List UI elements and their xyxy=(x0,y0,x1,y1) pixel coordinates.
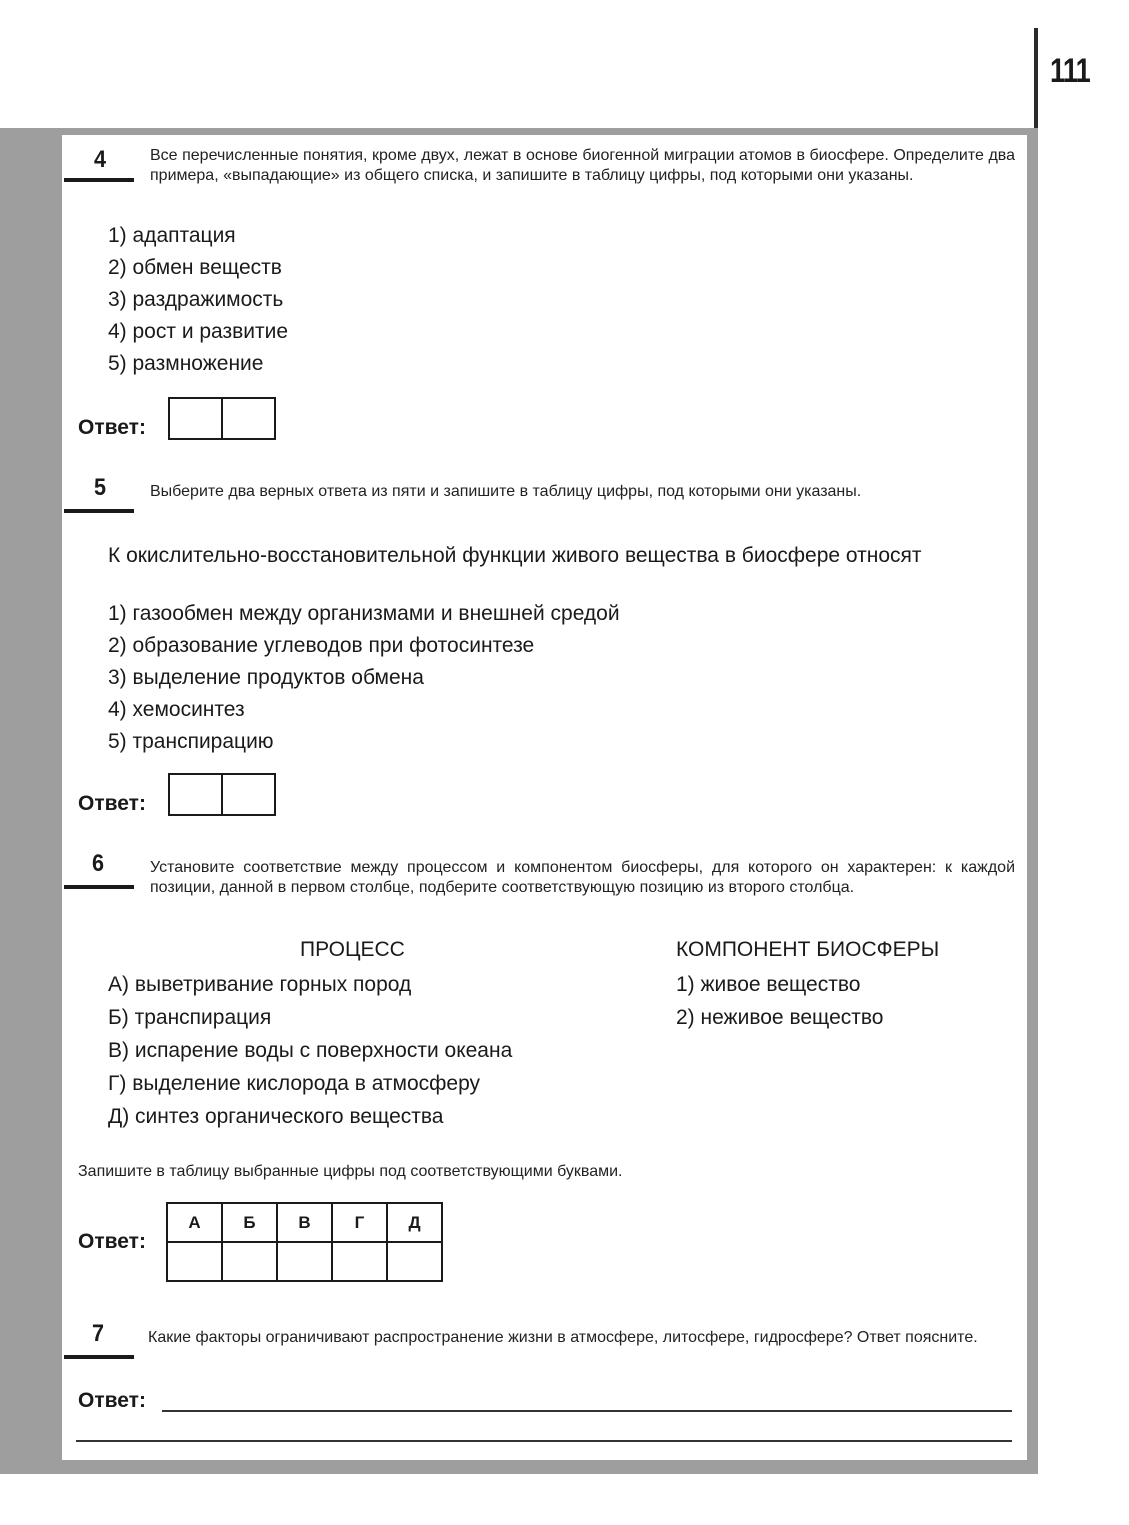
task-7-marker xyxy=(64,1355,134,1359)
component-item: 2) неживое вещество xyxy=(676,1006,884,1029)
answer-table-letter: Г xyxy=(332,1203,387,1242)
answer-table-cell[interactable] xyxy=(222,1242,277,1281)
task-5-answer-cell-2[interactable] xyxy=(221,773,276,816)
header-rule xyxy=(1034,28,1038,136)
task-4-number: 4 xyxy=(94,146,107,173)
component-column-header: КОМПОНЕНТ БИОСФЕРЫ xyxy=(676,938,940,961)
answer-table-cell[interactable] xyxy=(332,1242,387,1281)
task-4-option: 2) обмен веществ xyxy=(108,256,282,279)
task-5-lead: К окислительно-восстановительной функции живого вещества в биосфере относят xyxy=(108,544,922,567)
answer-table-letter: Д xyxy=(387,1203,442,1242)
task-5-answer-label: Ответ: xyxy=(78,792,146,815)
page-number: 111 xyxy=(1050,52,1090,90)
task-4-option: 3) раздражимость xyxy=(108,288,284,311)
process-item: А) выветривание горных пород xyxy=(108,973,412,996)
task-6-instruction: Установите соответствие между процессом и компонентом биосферы, для которого он характерен: к каждой позиции, данной в первом столбце, подберите соответствующую позицию из второго столбца. xyxy=(150,859,1015,896)
process-item: Д) синтез органического вещества xyxy=(108,1105,444,1128)
task-5-marker xyxy=(64,509,134,513)
process-item: Б) транспирация xyxy=(108,1006,272,1029)
process-list xyxy=(108,968,512,1133)
task-5-answer-cell-1[interactable] xyxy=(168,773,223,816)
task-6-marker xyxy=(64,885,134,889)
task-5-instruction: Выберите два верных ответа из пяти и запишите в таблицу цифры, под которыми они указаны. xyxy=(150,483,862,500)
task-7-answer-label: Ответ: xyxy=(78,1389,146,1412)
task-7-number: 7 xyxy=(92,1320,105,1347)
process-item: Г) выделение кислорода в атмосферу xyxy=(108,1072,481,1095)
task-4-instruction: Все перечисленные понятия, кроме двух, лежат в основе биогенной миграции атомов в биосфере. Определите два примера, «выпадающие» из общего списка, и запишите в таблицу цифры, под которыми они указаны. xyxy=(150,147,1015,184)
task-5-option: 5) транспирацию xyxy=(108,730,274,753)
component-list xyxy=(676,968,883,1034)
task-4-answer-cell-1[interactable] xyxy=(168,397,223,440)
answer-table-cell[interactable] xyxy=(167,1242,222,1281)
task-6-answer-label: Ответ: xyxy=(78,1230,146,1253)
task-6-answer-table xyxy=(166,1202,443,1282)
answer-line-1[interactable] xyxy=(162,1410,1012,1412)
answer-table-header-row xyxy=(167,1203,442,1242)
task-4-answer-cell-2[interactable] xyxy=(221,397,276,440)
answer-table-letter: В xyxy=(277,1203,332,1242)
answer-table-cell[interactable] xyxy=(277,1242,332,1281)
task-5-options xyxy=(108,598,620,758)
answer-line-2[interactable] xyxy=(76,1440,1012,1442)
process-item: В) испарение воды с поверхности океана xyxy=(108,1039,513,1062)
component-item: 1) живое вещество xyxy=(676,973,861,996)
process-column-header: ПРОЦЕСС xyxy=(300,938,405,961)
task-4-option: 1) адаптация xyxy=(108,224,236,247)
task-4-option: 4) рост и развитие xyxy=(108,320,289,343)
task-5-option: 3) выделение продуктов обмена xyxy=(108,666,424,689)
task-4-option: 5) размножение xyxy=(108,352,264,375)
task-5-option: 4) хемосинтез xyxy=(108,698,245,721)
task-7-instruction: Какие факторы ограничивают распространение жизни в атмосфере, литосфере, гидросфере? Ответ поясните. xyxy=(148,1329,978,1346)
task-5-option: 2) образование углеводов при фотосинтезе xyxy=(108,634,535,657)
task-4-answer-label: Ответ: xyxy=(78,416,146,439)
task-6-table-note: Запишите в таблицу выбранные цифры под соответствующими буквами. xyxy=(78,1163,623,1180)
answer-table-letter: Б xyxy=(222,1203,277,1242)
task-4-options xyxy=(108,220,288,380)
answer-table-cell[interactable] xyxy=(387,1242,442,1281)
task-4-marker xyxy=(64,178,134,182)
answer-table-letter: А xyxy=(167,1203,222,1242)
task-5-number: 5 xyxy=(94,474,107,501)
task-6-number: 6 xyxy=(92,850,105,877)
answer-table-input-row xyxy=(167,1242,442,1281)
task-5-option: 1) газообмен между организмами и внешней средой xyxy=(108,602,620,625)
